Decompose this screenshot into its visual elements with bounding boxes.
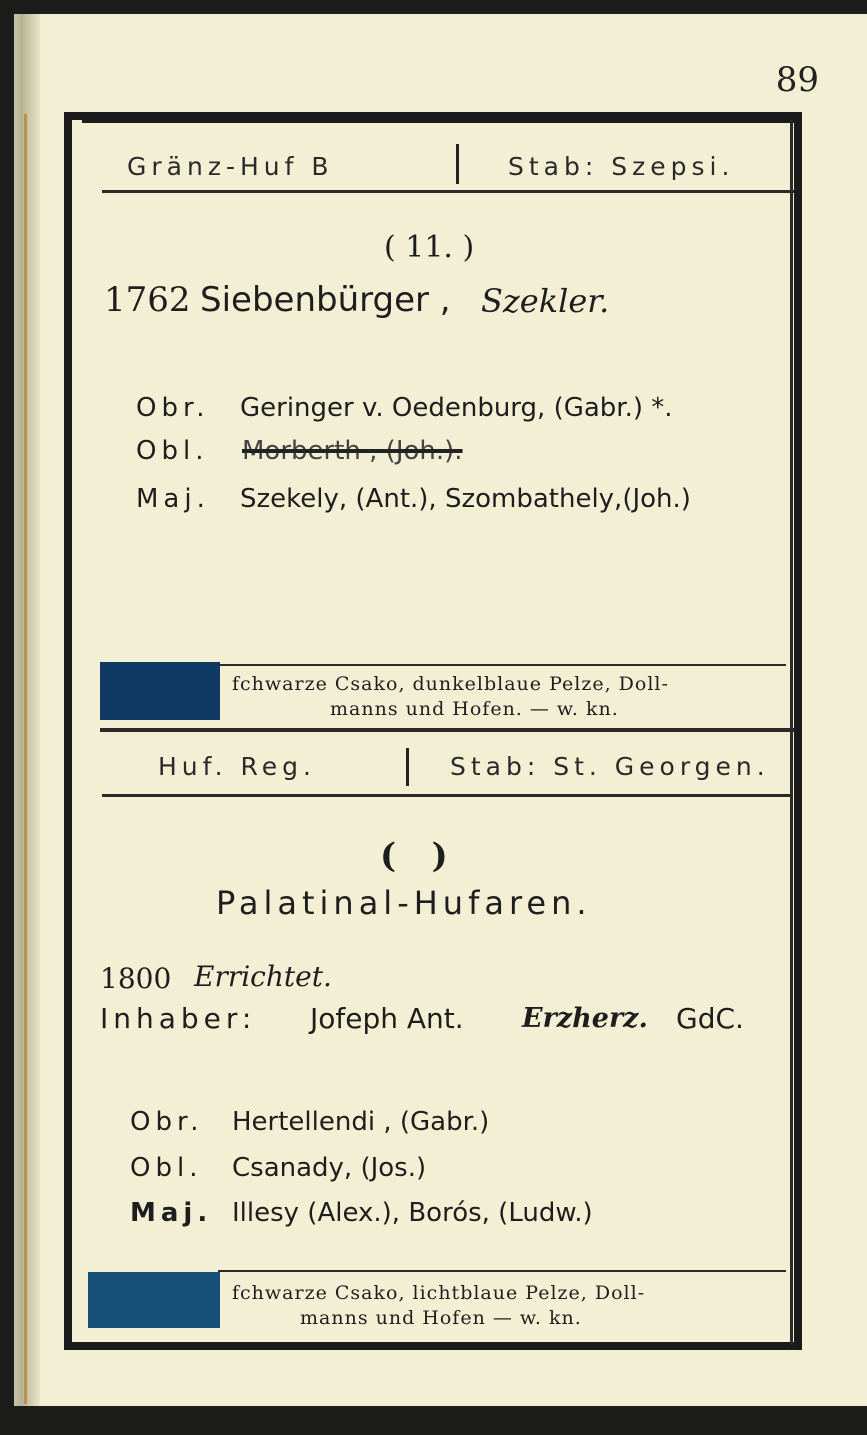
section1-uniform-color-swatch <box>100 662 220 720</box>
section2-officer-names-obl: Csanady, (Jos.) <box>232 1153 427 1183</box>
section2-uniform-top-rule <box>218 1270 786 1272</box>
section1-number: ( 11. ) <box>384 230 475 265</box>
section2-uniform-color-swatch <box>88 1272 220 1328</box>
section2-uniform-line1: fchwarze Csako, lichtblaue Pelze, Doll- <box>232 1282 646 1304</box>
section2-officer-names-maj: Illesy (Alex.), Borós, (Ludw.) <box>232 1198 593 1228</box>
section2-officer-rank-obr: Obr. <box>130 1107 204 1137</box>
section1-officer-rank-maj: Maj. <box>136 484 210 514</box>
section1-regiment-name: Siebenbürger , <box>200 280 451 320</box>
section1-header-divider <box>456 144 459 184</box>
frame-inner-top-rule <box>82 120 802 123</box>
section1-officer-names-obr: Geringer v. Oedenburg, (Gabr.) *. <box>240 393 673 423</box>
section2-header-right: Stab: St. Georgen. <box>450 752 770 781</box>
section2-regiment-name: Palatinal-Hufaren. <box>216 884 592 922</box>
section2-owner-title: Erzherz. <box>522 1003 648 1034</box>
section2-founded-text: Errichtet. <box>194 960 332 993</box>
section2-uniform-line2: manns und Hofen — w. kn. <box>300 1307 582 1329</box>
section1-regiment-name-italic: Szekler. <box>481 282 610 320</box>
section2-number: ( ) <box>380 836 448 876</box>
section1-uniform-line1: fchwarze Csako, dunkelblaue Pelze, Doll- <box>232 673 669 695</box>
section1-header-left: Gränz-Huf B <box>127 152 334 181</box>
section2-officer-rank-obl: Obl. <box>130 1153 203 1183</box>
section1-officer-names-obl: Morberth , (Joh.). <box>242 436 463 466</box>
section1-officer-names-maj: Szekely, (Ant.), Szombathely,(Joh.) <box>240 484 691 514</box>
frame-inner-right-rule <box>790 120 793 1345</box>
section1-founded-year: 1762 <box>104 280 191 320</box>
section1-uniform-line2: manns und Hofen. — w. kn. <box>330 698 619 720</box>
section2-header-left: Huf. Reg. <box>158 752 316 781</box>
spine-binding-line <box>24 114 27 1404</box>
section2-header-divider <box>406 748 409 786</box>
section1-officer-rank-obr: Obr. <box>136 393 210 423</box>
section1-header-rule <box>102 190 794 193</box>
section2-officer-names-obr: Hertellendi , (Gabr.) <box>232 1107 490 1137</box>
section2-officer-rank-maj: Maj. <box>130 1198 213 1228</box>
section1-officer-rank-obl: Obl. <box>136 436 209 466</box>
section2-header-rule <box>102 794 790 797</box>
section1-header-right: Stab: Szepsi. <box>508 152 735 181</box>
section2-founded-year: 1800 <box>100 962 172 995</box>
book-spine <box>14 14 40 1406</box>
page-number: 89 <box>775 60 819 100</box>
section1-uniform-top-rule <box>220 664 786 666</box>
section-divider-rule <box>100 728 794 732</box>
section2-owner-label: Inhaber: <box>100 1002 257 1035</box>
section2-owner-rank: GdC. <box>676 1002 744 1035</box>
section2-owner-name: Jofeph Ant. <box>310 1002 464 1035</box>
